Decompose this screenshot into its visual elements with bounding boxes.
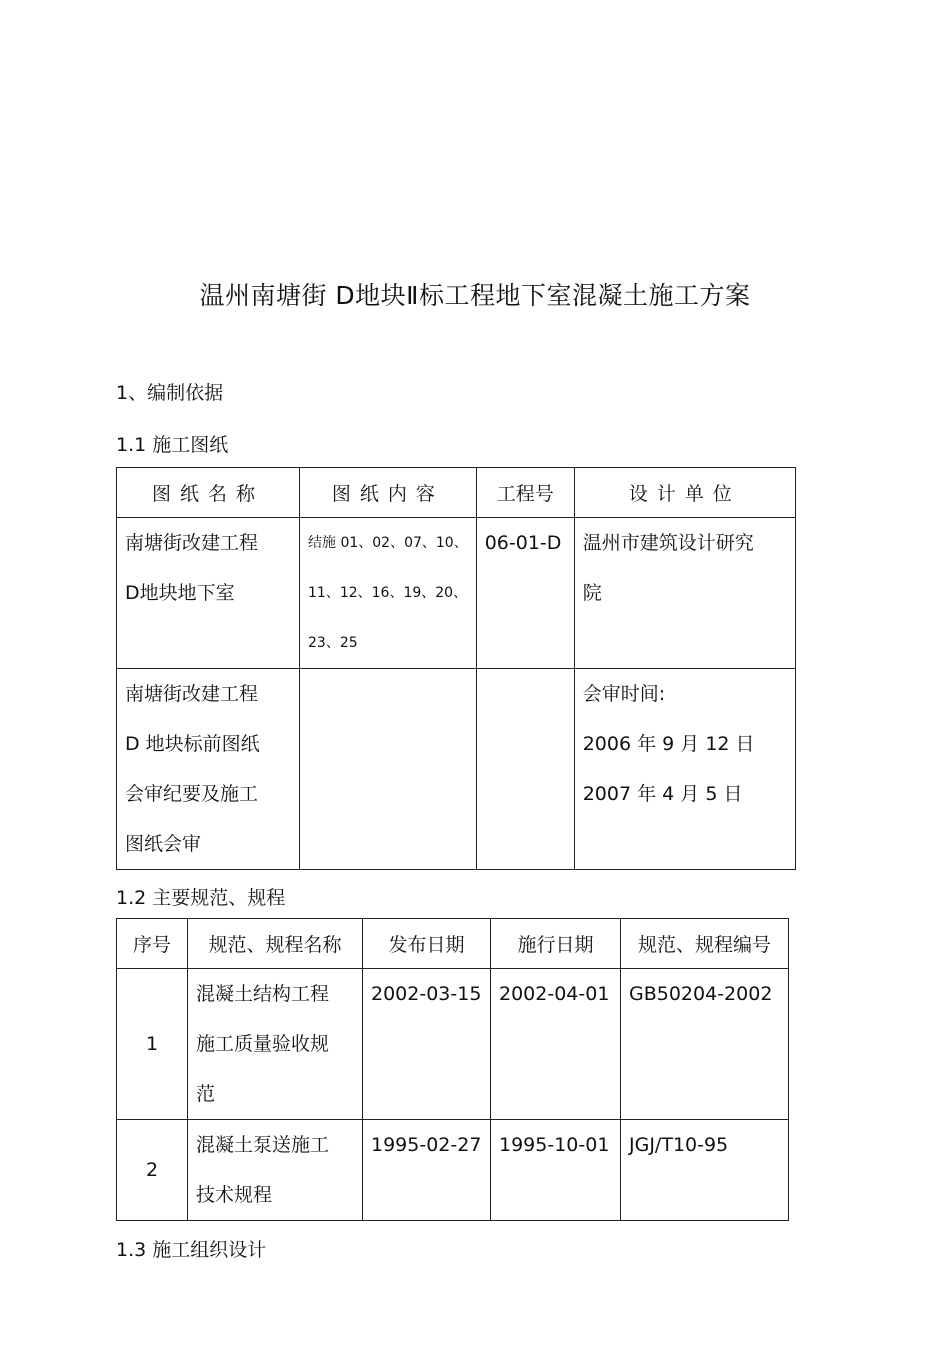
standard-code-cell: [621, 969, 789, 1120]
section-heading-drawings: 1.1 施工图纸: [116, 434, 229, 456]
standard-code-cell: [621, 1120, 789, 1221]
table-row: [117, 1120, 789, 1221]
column-header-no: 序号: [117, 919, 188, 969]
table-header-row: [117, 919, 789, 969]
design-unit-cell: [574, 518, 795, 669]
cell-text: 2006 年 9 月 12 日: [582, 733, 755, 755]
table-row: [117, 969, 789, 1120]
cell-text: JGJ/T10-95: [629, 1134, 729, 1156]
column-header-published-date: 发布日期: [363, 919, 491, 969]
cell-text: 南塘街改建工程: [125, 532, 259, 554]
drawing-name-cell: [117, 518, 300, 669]
cell-text: 南塘街改建工程: [125, 683, 259, 705]
table-row: [117, 669, 796, 870]
design-unit-cell: [574, 669, 795, 870]
cell-text: 11、12、16、19、20、: [308, 585, 468, 601]
drawings-table: [116, 467, 796, 870]
cell-text: 范: [196, 1083, 216, 1105]
column-header-drawing-name: 图纸名称: [117, 468, 300, 518]
table-row: [117, 518, 796, 669]
section-heading-standards: 1.2 主要规范、规程: [116, 887, 286, 909]
row-number-cell: 2: [117, 1120, 188, 1221]
cell-text: 2002-04-01: [499, 983, 610, 1005]
cell-text: 2007 年 4 月 5 日: [582, 783, 743, 805]
cell-text: D地块地下室: [125, 582, 235, 604]
column-header-design-unit: 设计单位: [574, 468, 795, 518]
column-header-drawing-content: 图纸内容: [300, 468, 477, 518]
effective-date-cell: [491, 969, 621, 1120]
published-date-cell: [363, 1120, 491, 1221]
effective-date-cell: [491, 1120, 621, 1221]
cell-text: 图纸会审: [125, 833, 202, 855]
cell-text: 结施 01、02、07、10、: [308, 535, 468, 551]
cell-text: 混凝土泵送施工: [196, 1134, 330, 1156]
table-header-row: [117, 468, 796, 518]
cell-text: 06-01-D: [484, 532, 562, 554]
cell-text: 院: [582, 582, 602, 604]
column-header-standard-code: 规范、规程编号: [621, 919, 789, 969]
cell-text: 2002-03-15: [371, 983, 482, 1005]
cell-text: 混凝土结构工程: [196, 983, 330, 1005]
standards-table: [116, 918, 789, 1221]
standard-name-cell: [188, 1120, 363, 1221]
cell-text: 1995-10-01: [499, 1134, 610, 1156]
drawing-content-cell: [300, 518, 477, 669]
section-heading-basis: 1、编制依据: [116, 382, 224, 404]
drawing-content-cell: [300, 669, 477, 870]
cell-text: 施工质量验收规: [196, 1033, 330, 1055]
project-no-cell: [476, 669, 574, 870]
published-date-cell: [363, 969, 491, 1120]
row-number-cell: 1: [117, 969, 188, 1120]
cell-text: 会审时间:: [582, 683, 666, 705]
cell-text: 1995-02-27: [371, 1134, 482, 1156]
cell-text: 23、25: [308, 635, 358, 651]
project-no-cell: [476, 518, 574, 669]
cell-text: 温州市建筑设计研究: [582, 532, 754, 554]
drawing-name-cell: [117, 669, 300, 870]
column-header-project-no: 工程号: [476, 468, 574, 518]
cell-text: D 地块标前图纸: [125, 733, 260, 755]
document-title: 温州南塘街 D地块Ⅱ标工程地下室混凝土施工方案: [199, 281, 751, 310]
cell-text: 技术规程: [196, 1184, 273, 1206]
column-header-standard-name: 规范、规程名称: [188, 919, 363, 969]
standard-name-cell: [188, 969, 363, 1120]
cell-text: 会审纪要及施工: [125, 783, 259, 805]
column-header-effective-date: 施行日期: [491, 919, 621, 969]
cell-text: GB50204-2002: [629, 983, 773, 1005]
section-heading-organization-design: 1.3 施工组织设计: [116, 1239, 267, 1261]
